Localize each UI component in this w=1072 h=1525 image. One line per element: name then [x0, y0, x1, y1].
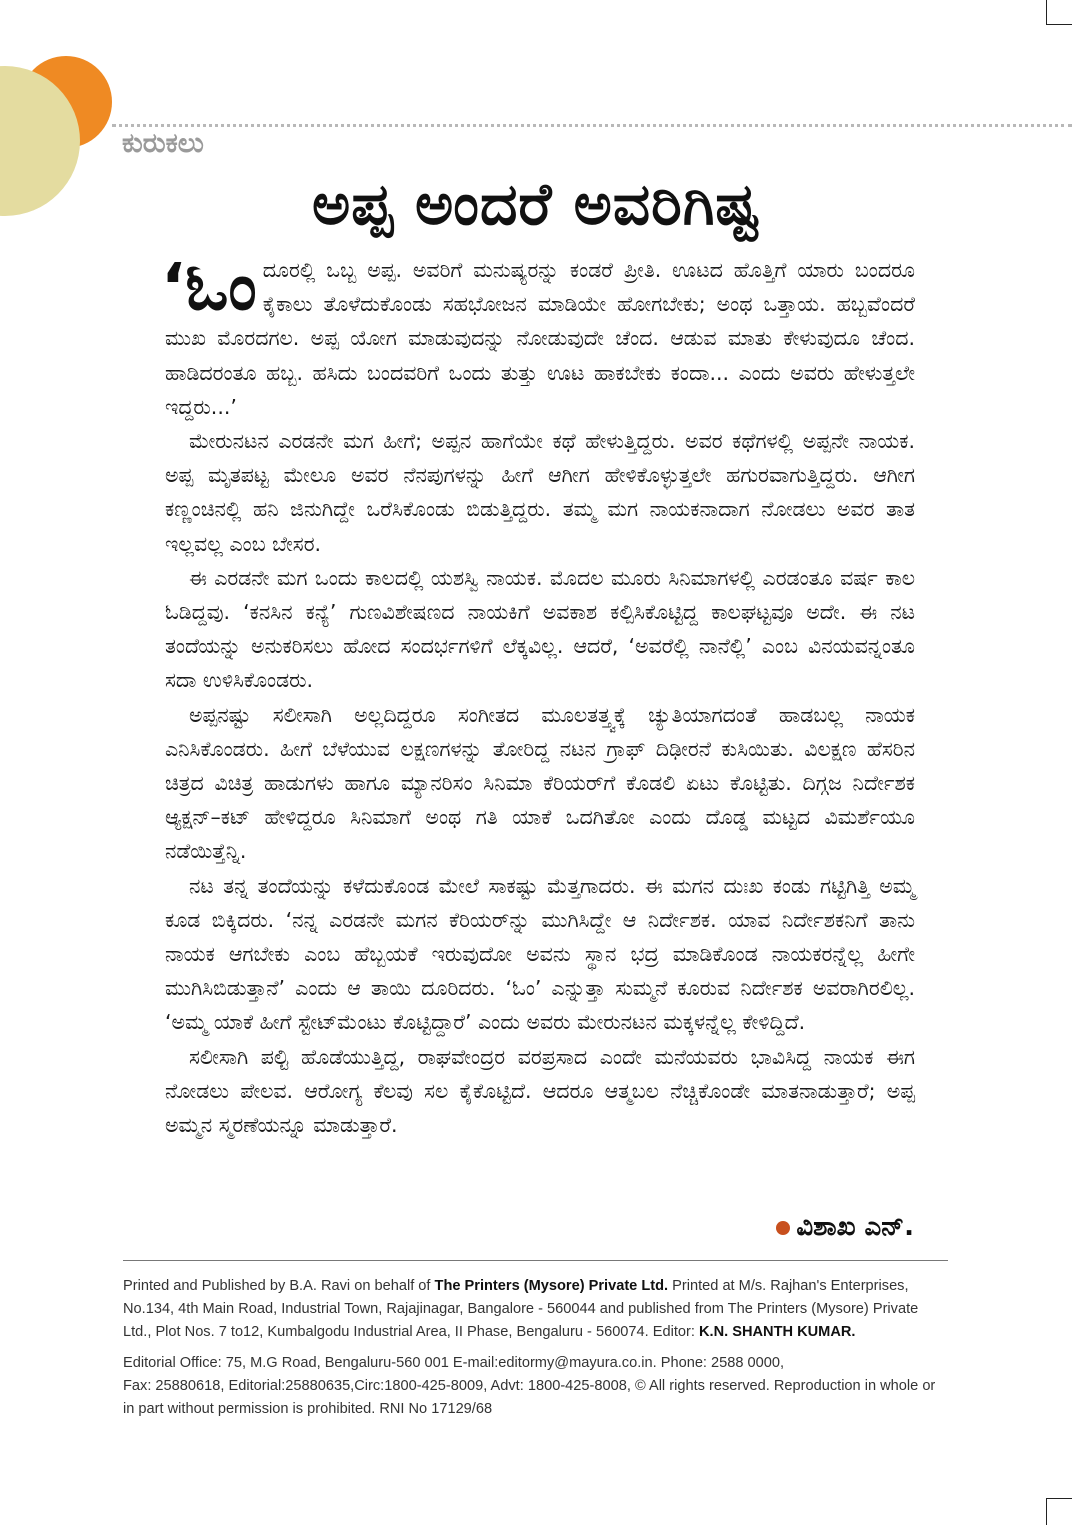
paragraph-1-text: ದೂರಲ್ಲಿ ಒಬ್ಬ ಅಪ್ಪ. ಅವರಿಗೆ ಮನುಷ್ಯರನ್ನು ಕಂಡರೆ ಪ್ರೀತಿ. ಊಟದ ಹೊತ್ತಿಗೆ ಯಾರು ಬಂದರೂ ಕೈಕಾಲು ತೊಳೆದುಕೊಂಡು ಸಹಭೋಜನ ಮಾಡಿಯೇ ಹೋಗಬೇಕು; ಅಂಥ ಒತ್ತಾಯ. ಹಬ್ಬವೆಂದರೆ ಮುಖ ಮೊರದಗಲ. ಅಪ್ಪ ಯೋಗ ಮಾಡುವುದನ್ನು ನೋಡುವುದೇ ಚೆಂದ. ಆಡುವ ಮಾತು ಕೇಳುವುದೂ ಚೆಂದ. ಹಾಡಿದರಂತೂ ಹಬ್ಬ. ಹಸಿದು ಬಂದವರಿಗೆ ಒಂದು ತುತ್ತು ಊಟ ಹಾಕಬೇಕು ಕಂದಾ... ಎಂದು ಅವರು ಹೇಳುತ್ತಲೇ ಇದ್ದರು...’: [165, 258, 915, 419]
article-title: ಅಪ್ಪ ಅಂದರೆ ಅವರಿಗಿಷ್ಟ: [311, 170, 761, 238]
crop-mark-bottom-right: [1046, 1498, 1047, 1525]
imprint-text-a: Printed and Published by B.A. Ravi on behalf of: [123, 1278, 435, 1294]
article-paragraph-5: ನಟ ತನ್ನ ತಂದೆಯನ್ನು ಕಳೆದುಕೊಂಡ ಮೇಲೆ ಸಾಕಷ್ಟು ಮೆತ್ತಗಾದರು. ಈ ಮಗನ ದುಃಖ ಕಂಡು ಗಟ್ಟಿಗಿತ್ತಿ ಅಮ್ಮ ಕೂಡ ಬಿಕ್ಕಿದರು. ‘ನನ್ನ ಎರಡನೇ ಮಗನ ಕೆರಿಯರ್‌ನ್ನು ಮುಗಿಸಿದ್ದೇ ಆ ನಿರ್ದೇಶಕ. ಯಾವ ನಿರ್ದೇಶಕನಿಗೆ ತಾನು ನಾಯಕ ಆಗಬೇಕು ಎಂಬ ಹೆಬ್ಬಯಕೆ ಇರುವುದೋ ಅವನು ಸ್ಥಾನ ಭದ್ರ ಮಾಡಿಕೊಂಡ ನಾಯಕರನ್ನೆಲ್ಲ ಹೀಗೇ ಮುಗಿಸಿಬಿಡುತ್ತಾನೆ’ ಎಂದು ಆ ತಾಯಿ ದೂರಿದರು. ‘ಓಂ’ ಎನ್ನುತ್ತಾ ಸುಮ್ಮನೆ ಕೂರುವ ನಿರ್ದೇಶಕ ಅವರಾಗಿರಲಿಲ್ಲ. ‘ಅಮ್ಮ ಯಾಕೆ ಹೀಗೆ ಸ್ಟೇಟ್‌ಮೆಂಟು ಕೊಟ್ಟಿದ್ದಾರೆ’ ಎಂದು ಅವರು ಮೇರುನಟನ ಮಕ್ಕಳನ್ನೆಲ್ಲ ಕೇಳಿದ್ದಿದೆ.: [165, 873, 915, 1035]
article-paragraph-6: ಸಲೀಸಾಗಿ ಪಲ್ಟಿ ಹೊಡೆಯುತ್ತಿದ್ದ, ರಾಘವೇಂದ್ರರ ವರಪ್ರಸಾದ ಎಂದೇ ಮನೆಯವರು ಭಾವಿಸಿದ್ದ ನಾಯಕ ಈಗ ನೋಡಲು ಪೇಲವ. ಆರೋಗ್ಯ ಕೆಲವು ಸಲ ಕೈಕೊಟ್ಟಿದೆ. ಆದರೂ ಆತ್ಮಬಲ ನೆಚ್ಚಿಕೊಂಡೇ ಮಾತನಾಡುತ್ತಾರೆ; ಅಪ್ಪ ಅಮ್ಮನ ಸ್ಮರಣೆಯನ್ನೂ ಮಾಡುತ್ತಾರೆ.: [165, 1044, 915, 1138]
editorial-office-line: Editorial Office: 75, M.G Road, Bengaluru-560 001 E-mail:editormy@mayura.co.in. Phone: 2588 0000,: [123, 1355, 785, 1371]
article-paragraph-4: ಅಪ್ಪನಷ್ಟು ಸಲೀಸಾಗಿ ಅಲ್ಲದಿದ್ದರೂ ಸಂಗೀತದ ಮೂಲತತ್ತ್ವಕ್ಕೆ ಚ್ಯುತಿಯಾಗದಂತೆ ಹಾಡಬಲ್ಲ ನಾಯಕ ಎನಿಸಿಕೊಂಡರು. ಹೀಗೆ ಬೆಳೆಯುವ ಲಕ್ಷಣಗಳನ್ನು ತೋರಿದ್ದ ನಟನ ಗ್ರಾಫ್ ದಿಢೀರನೆ ಕುಸಿಯಿತು. ವಿಲಕ್ಷಣ ಹೆಸರಿನ ಚಿತ್ರದ ವಿಚಿತ್ರ ಹಾಡುಗಳು ಹಾಗೂ ಮ್ಯಾನರಿಸಂ ಸಿನಿಮಾ ಕೆರಿಯರ್‌ಗೆ ಕೊಡಲಿ ಏಟು ಕೊಟ್ಟಿತು. ದಿಗ್ಗಜ ನಿರ್ದೇಶಕ ಆ್ಯಕ್ಷನ್–ಕಟ್ ಹೇಳಿದ್ದರೂ ಸಿನಿಮಾಗೆ ಅಂಥ ಗತಿ ಯಾಕೆ ಒದಗಿತೋ ಎಂದು ದೊಡ್ಡ ಮಟ್ಟದ ವಿಮರ್ಶೆಯೂ ನಡೆಯಿತ್ತೆನ್ನಿ.: [165, 702, 915, 864]
drop-cap: ‘ಓಂ: [161, 251, 257, 325]
dotted-divider: [112, 124, 1072, 127]
crop-mark-top-right: [1046, 0, 1047, 24]
imprint-text-c: Printed at M/s. Rajhan's Enterprises, No.134, 4th Main Road, Industrial Town, Rajajinagar, Bangalore - 560044 and published from The Printers (Mysore) Private Ltd., Plot Nos. 7 to12, Kumbalgodu Industrial Area, II Phase, Bengaluru - 560074. Editor:: [123, 1278, 919, 1340]
editor-name: K.N. SHANTH KUMAR.: [699, 1324, 856, 1340]
article-paragraph-1: [161, 251, 915, 424]
article-paragraph-2: ಮೇರುನಟನ ಎರಡನೇ ಮಗ ಹೀಗೆ; ಅಪ್ಪನ ಹಾಗೆಯೇ ಕಥೆ ಹೇಳುತ್ತಿದ್ದರು. ಅವರ ಕಥೆಗಳಲ್ಲಿ ಅಪ್ಪನೇ ನಾಯಕ. ಅಪ್ಪ ಮೃತಪಟ್ಟ ಮೇಲೂ ಅವರ ನೆನಪುಗಳನ್ನು ಹೀಗೆ ಆಗೀಗ ಹೇಳಿಕೊಳ್ಳುತ್ತಲೇ ಹಗುರವಾಗುತ್ತಿದ್ದರು. ಆಗೀಗ ಕಣ್ಣಂಚಿನಲ್ಲಿ ಹನಿ ಜಿನುಗಿದ್ದೇ ಒರೆಸಿಕೊಂಡು ಬಿಡುತ್ತಿದ್ದರು. ತಮ್ಮ ಮಗ ನಾಯಕನಾದಾಗ ನೋಡಲು ಅವರ ತಾತ ಇಲ್ಲವಲ್ಲ ಎಂಬ ಬೇಸರ.: [165, 429, 915, 556]
article-body: [161, 251, 915, 1142]
crop-mark-bottom-right-h: [1046, 1498, 1072, 1499]
crop-mark-top-right-h: [1046, 24, 1072, 25]
imprint-block: [123, 1275, 948, 1344]
contact-block: [123, 1352, 948, 1421]
rights-line: Fax: 25880618, Editorial:25880635,Circ:1800-425-8009, Advt: 1800-425-8008, © All rights reserved. Reproduction in whole or in part without permission is prohibited. RNI No 17129/68: [123, 1378, 936, 1417]
author-byline: [776, 1212, 914, 1243]
bullet-dot-icon: [776, 1221, 790, 1235]
section-label: ಕುರುಕಲು: [122, 128, 204, 159]
author-name: ವಿಶಾಖ ಎನ್.: [796, 1212, 914, 1242]
publisher-name: The Printers (Mysore) Private Ltd.: [434, 1278, 669, 1294]
footer-rule: [123, 1260, 948, 1261]
article-paragraph-3: ಈ ಎರಡನೇ ಮಗ ಒಂದು ಕಾಲದಲ್ಲಿ ಯಶಸ್ವಿ ನಾಯಕ. ಮೊದಲ ಮೂರು ಸಿನಿಮಾಗಳಲ್ಲಿ ಎರಡಂತೂ ವರ್ಷ ಕಾಲ ಓಡಿದ್ದವು. ‘ಕನಸಿನ ಕನ್ಯೆ’ ಗುಣವಿಶೇಷಣದ ನಾಯಕಿಗೆ ಅವಕಾಶ ಕಲ್ಪಿಸಿಕೊಟ್ಟಿದ್ದ ಕಾಲಘಟ್ಟವೂ ಅದೇ. ಈ ನಟ ತಂದೆಯನ್ನು ಅನುಕರಿಸಲು ಹೋದ ಸಂದರ್ಭಗಳಿಗೆ ಲೆಕ್ಕವಿಲ್ಲ. ಆದರೆ, ‘ಅವರೆಲ್ಲಿ ನಾನೆಲ್ಲಿ’ ಎಂಬ ವಿನಯವನ್ನಂತೂ ಸದಾ ಉಳಿಸಿಕೊಂಡರು.: [165, 565, 915, 693]
